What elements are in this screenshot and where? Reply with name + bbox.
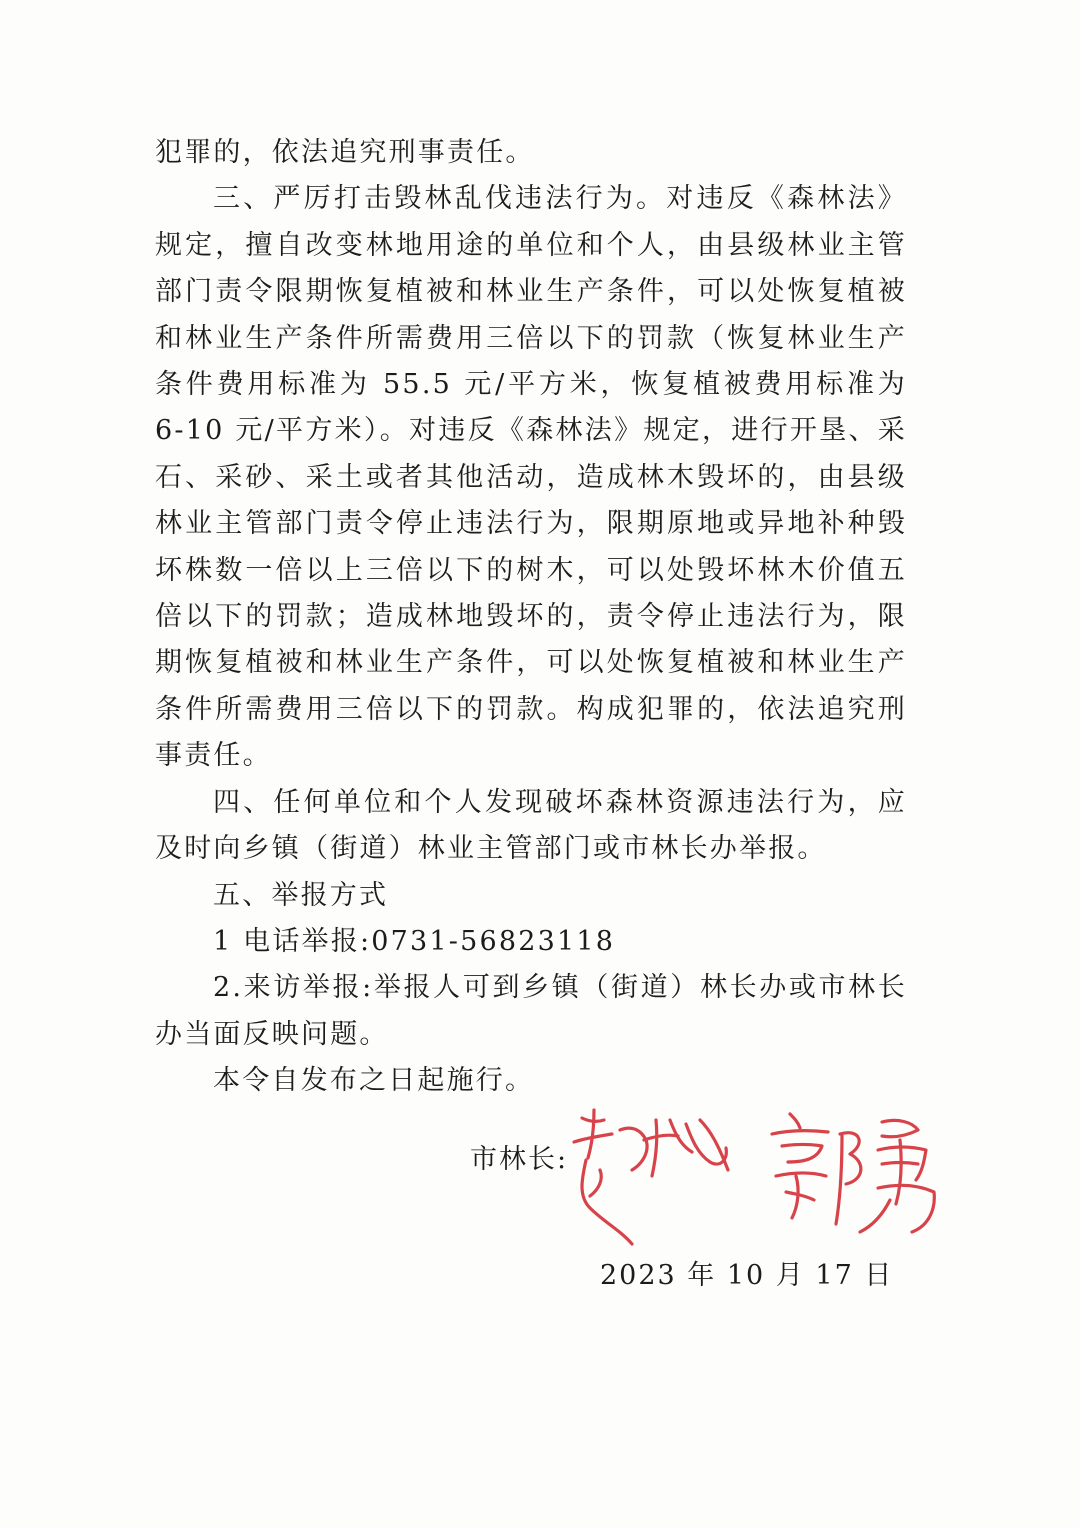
signature-stroke <box>782 1145 822 1163</box>
paragraph-section-four: 四、任何单位和个人发现破坏森林资源违法行为，应及时向乡镇（街道）林业主管部门或市林长办举报。 <box>155 786 907 865</box>
paragraph-phone-report: 1 电话举报:0731-56823118 <box>213 925 616 957</box>
handwritten-signature <box>560 1100 960 1260</box>
paragraph-section-five-heading: 五、举报方式 <box>213 879 389 911</box>
signature-label: 市林长: <box>470 1144 569 1175</box>
signature-stroke <box>790 1114 800 1128</box>
signature-stroke <box>836 1134 842 1224</box>
signature-stroke <box>686 1124 726 1164</box>
signature-stroke <box>772 1131 828 1134</box>
signature-stroke <box>776 1173 826 1176</box>
signature-stroke <box>590 1170 601 1196</box>
signature-stroke <box>588 1110 594 1158</box>
signature-stroke <box>882 1120 918 1136</box>
paragraph-effective-date: 本令自发布之日起施行。 <box>213 1065 535 1097</box>
paragraph-crime-liability: 犯罪的，依法追究刑事责任。 <box>155 137 535 168</box>
document-body <box>155 130 907 1105</box>
signature-stroke <box>786 1192 814 1200</box>
paragraph-visit-report: 2.来访举报:举报人可到乡镇（街道）林长办或市林长办当面反映问题。 <box>155 972 907 1050</box>
signature-stroke <box>896 1140 901 1204</box>
signature-stroke <box>644 1135 678 1140</box>
paragraph-section-three: 三、严厉打击毁林乱伐违法行为。对违反《森林法》规定，擅自改变林地用途的单位和个人，由县级林业主管部门责令限期恢复植被和林业生产条件，可以处恢复植被和林业生产条件所需费用三倍以下的罚款（恢复林业生产条件费用标准为 55.5 元/平方米，恢复植被费用标准为 6-10 元/平方米）。对违反《森林法》规定，进行开垦、采石、采砂、采土或者其他活动，造成林木毁坏的，由县级林业主管部门责令停止违法行为，限期原地或异地补种毁坏株数一倍以上三倍以下的树木，可以处毁坏林木价值五倍以下的罚款；造成林地毁坏的，责令停止违法行为，限期恢复植被和林业生产条件，可以处恢复植被和林业生产条件所需费用三倍以下的罚款。构成犯罪的，依法追究刑事责任。 <box>155 183 907 772</box>
signature-stroke <box>652 1120 657 1176</box>
signature-stroke <box>860 1200 890 1232</box>
issue-date: 2023 年 10 月 17 日 <box>600 1260 894 1291</box>
signature-stroke <box>620 1128 647 1170</box>
signature-stroke <box>582 1160 632 1244</box>
signature-stroke <box>792 1176 798 1218</box>
